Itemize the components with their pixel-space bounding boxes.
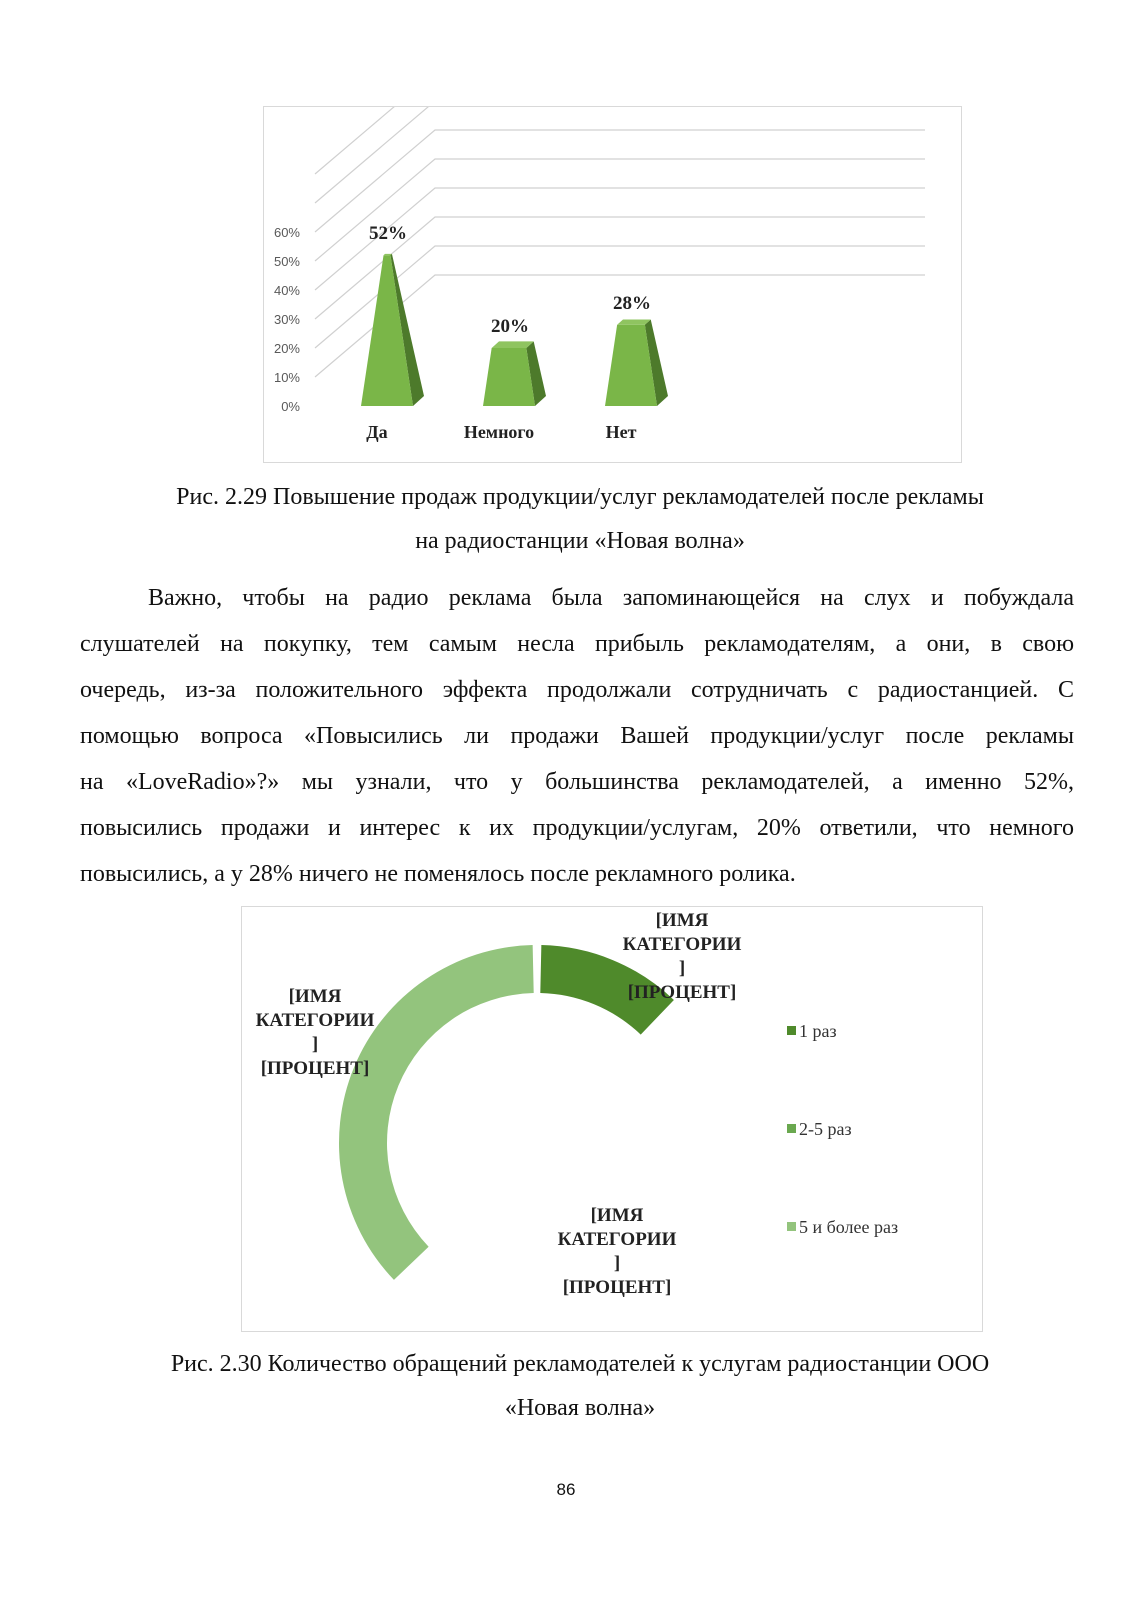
legend-swatch (787, 1222, 796, 1231)
figure-caption-2-29 (80, 475, 1080, 563)
chart-sales-increase (263, 106, 962, 463)
x-category-label: Нет (605, 422, 637, 442)
data-label: [ПРОЦЕНТ] (260, 1058, 370, 1079)
data-label: [ИМЯ (288, 986, 342, 1007)
doughnut-slice (339, 945, 534, 1280)
y-tick-label: 40% (273, 283, 300, 298)
page-number: 86 (556, 1480, 576, 1499)
y-tick-label: 20% (273, 341, 300, 356)
legend-label: 5 и более раз (799, 1217, 899, 1237)
chart-sales-increase-svg (264, 107, 961, 462)
gridline (315, 107, 925, 174)
bar (483, 348, 535, 406)
y-tick-label: 50% (273, 254, 300, 269)
y-tick-label: 30% (273, 312, 300, 327)
figure-caption-2-30 (80, 1342, 1080, 1430)
paragraph-line: повысились, а у 28% ничего не поменялось после рекламного ролика. (80, 861, 796, 887)
data-label: ] (613, 1253, 621, 1274)
paragraph-line: очередь, из-за положительного эффекта продолжали сотрудничать с радиостанцией. С (80, 677, 1074, 703)
y-tick-label: 10% (273, 370, 300, 385)
data-label: КАТЕГОРИИ (255, 1010, 375, 1031)
legend-label: 1 раз (799, 1021, 837, 1041)
bar-top (617, 319, 651, 324)
data-label: 20% (491, 316, 529, 337)
data-label: [ПРОЦЕНТ] (562, 1277, 672, 1298)
legend-swatch (787, 1026, 796, 1035)
legend-label: 2-5 раз (799, 1119, 852, 1139)
data-label: [ИМЯ (590, 1205, 644, 1226)
paragraph-line: Важно, чтобы на радио реклама была запоминающейся на слух и побуждала (148, 585, 1074, 611)
chart-advertiser-visits-svg (242, 907, 982, 1331)
data-label: 52% (369, 223, 407, 245)
data-label: [ПРОЦЕНТ] (627, 982, 737, 1003)
y-tick-label: 60% (273, 225, 300, 240)
bar-top (492, 341, 534, 348)
data-label: ] (311, 1034, 319, 1055)
paragraph-line: слушателей на покупку, тем самым несла прибыль рекламодателям, а они, в свою (80, 631, 1074, 657)
x-category-label: Немного (463, 422, 535, 442)
data-label: 28% (613, 292, 651, 314)
data-label: [ИМЯ (655, 910, 709, 931)
y-tick-label: 0% (281, 399, 300, 414)
caption-line: Рис. 2.29 Повышение продаж продукции/услуг рекламодателей после рекламы (176, 484, 984, 510)
data-label: КАТЕГОРИИ (622, 934, 742, 955)
caption-line: Рис. 2.30 Количество обращений рекламодателей к услугам радиостанции ООО (170, 1351, 990, 1377)
data-label: КАТЕГОРИИ (557, 1229, 677, 1250)
paragraph-line: повысились продажи и интерес к их продукции/услугам, 20% ответили, что немного (80, 815, 1074, 841)
paragraph-line: помощью вопроса «Повысились ли продажи Вашей продукции/услуг после рекламы (80, 723, 1074, 749)
paragraph-line: на «LoveRadio»?» мы узнали, что у большинства рекламодателей, а именно 52%, (80, 769, 1074, 795)
chart-advertiser-visits (241, 906, 983, 1332)
bar-top (384, 254, 392, 255)
x-category-label: Да (366, 422, 388, 442)
data-label: ] (678, 958, 686, 979)
caption-line: «Новая волна» (504, 1395, 656, 1421)
legend-swatch (787, 1124, 796, 1133)
caption-line: на радиостанции «Новая волна» (415, 528, 745, 554)
